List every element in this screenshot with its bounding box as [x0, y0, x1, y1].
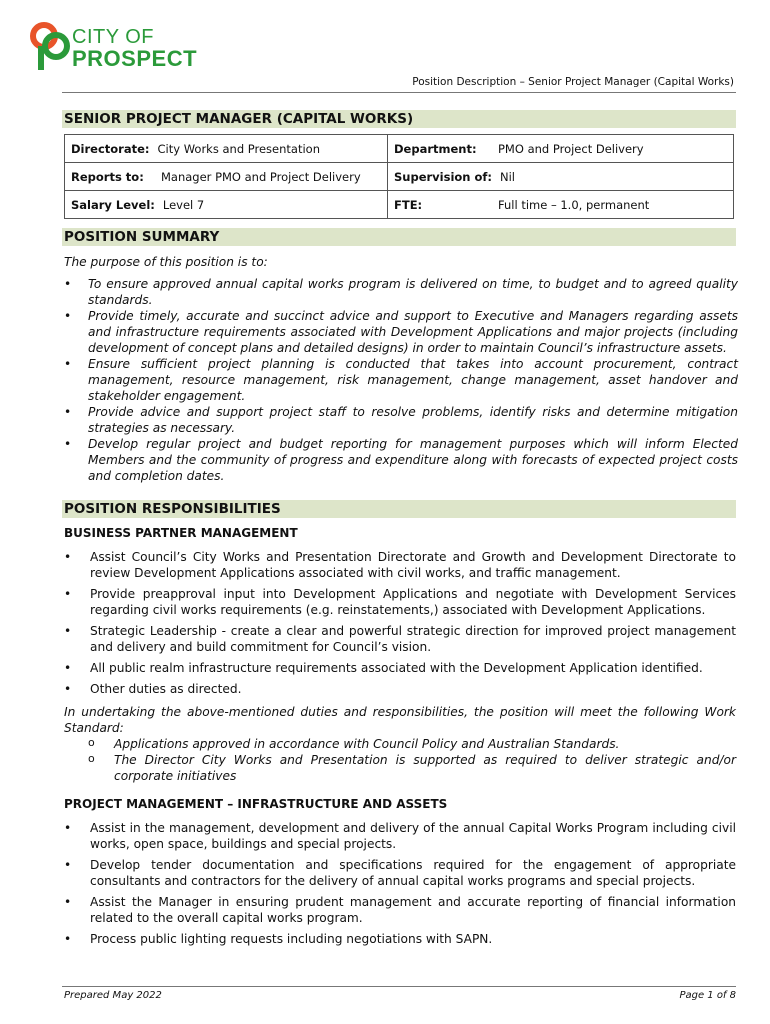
list-item: • Strategic Leadership - create a clear and powerful strategic direction for improved project management and delivery and build commitment for Council’s vision. — [62, 623, 736, 655]
list-item: • All public realm infrastructure requirements associated with the Development Application identified. — [62, 660, 736, 676]
position-summary-heading: POSITION SUMMARY — [62, 228, 736, 246]
summary-intro: The purpose of this position is to: — [64, 255, 268, 269]
supervision-value: Nil — [500, 169, 515, 184]
work-standard-list — [86, 736, 736, 784]
list-item: • Assist Council’s City Works and Presentation Directorate and Growth and Development Directorate to review Development Applications associated with civil works, and traffic management. — [62, 549, 736, 581]
department-value: PMO and Project Delivery — [498, 141, 644, 156]
directorate-value: City Works and Presentation — [157, 141, 320, 156]
header-reference: Position Description – Senior Project Manager (Capital Works) — [412, 76, 734, 88]
footer-divider — [62, 986, 736, 987]
reports-to-value: Manager PMO and Project Delivery — [161, 169, 361, 184]
business-partner-list — [62, 549, 736, 702]
list-item: • Ensure sufficient project planning is conducted that takes into account procurement, contract management, resource management, risk management, change management, asset handover and stakeholder engagement. — [62, 356, 738, 404]
table-row — [65, 163, 734, 191]
fte-value: Full time – 1.0, permanent — [498, 197, 650, 212]
header-divider — [62, 92, 736, 93]
department-label: Department: — [394, 141, 477, 156]
list-item: • Other duties as directed. — [62, 681, 736, 697]
page-number: Page 1 of 8 — [679, 990, 736, 1001]
list-item: • Develop regular project and budget reporting for management purposes which will inform Elected Members and the community of progress and expenditure along with forecasts of expected project costs and completion dates. — [62, 436, 738, 484]
prepared-date: Prepared May 2022 — [64, 990, 162, 1001]
project-management-heading: PROJECT MANAGEMENT – INFRASTRUCTURE AND ASSETS — [64, 797, 448, 811]
work-standard-intro: In undertaking the above-mentioned duties and responsibilities, the position will meet the following Work Standard: — [64, 705, 736, 735]
logo-text-city-of: CITY OF — [72, 26, 155, 48]
salary-level-value: Level 7 — [162, 197, 205, 212]
project-management-list — [62, 820, 736, 952]
list-item: o The Director City Works and Presentation is supported as required to deliver strategic and/or corporate initiatives — [86, 752, 736, 784]
table-row — [65, 191, 734, 219]
business-partner-heading: BUSINESS PARTNER MANAGEMENT — [64, 526, 298, 540]
reports-to-label: Reports to: — [71, 169, 144, 184]
list-item: • Provide timely, accurate and succinct advice and support to Executive and Managers regarding assets and infrastructure requirements associated with Development Applications and major projects (including development of concept plans and detailed designs) in order to maintain Council’s infrastructure assets. — [62, 308, 738, 356]
list-item: • Assist the Manager in ensuring prudent management and accurate reporting of financial information related to the overall capital works program. — [62, 894, 736, 926]
list-item: • Provide preapproval input into Development Applications and negotiate with Development Services regarding civil works requirements (e.g. reinstatements,) associated with Development Applications. — [62, 586, 736, 618]
list-item: • Provide advice and support project staff to resolve problems, identify risks and determine mitigation strategies as necessary. — [62, 404, 738, 436]
list-item: • Process public lighting requests including negotiations with SAPN. — [62, 931, 736, 947]
list-item: • To ensure approved annual capital works program is delivered on time, to budget and to agreed quality standards. — [62, 276, 738, 308]
logo-text-prospect: PROSPECT — [72, 46, 198, 71]
list-item: • Develop tender documentation and specifications required for the engagement of appropriate consultants and contractors for the delivery of annual capital works programs and special projects. — [62, 857, 736, 889]
list-item: o Applications approved in accordance with Council Policy and Australian Standards. — [86, 736, 736, 752]
supervision-label: Supervision of: — [394, 169, 492, 184]
position-info-table — [64, 134, 734, 219]
directorate-label: Directorate: — [71, 141, 150, 156]
page-title: SENIOR PROJECT MANAGER (CAPITAL WORKS) — [62, 110, 736, 128]
table-row — [65, 135, 734, 163]
summary-list — [62, 276, 738, 484]
list-item: • Assist in the management, development and delivery of the annual Capital Works Program including civil works, open space, buildings and special projects. — [62, 820, 736, 852]
salary-level-label: Salary Level: — [71, 197, 155, 212]
fte-label: FTE: — [394, 197, 423, 212]
position-responsibilities-heading: POSITION RESPONSIBILITIES — [62, 500, 736, 518]
